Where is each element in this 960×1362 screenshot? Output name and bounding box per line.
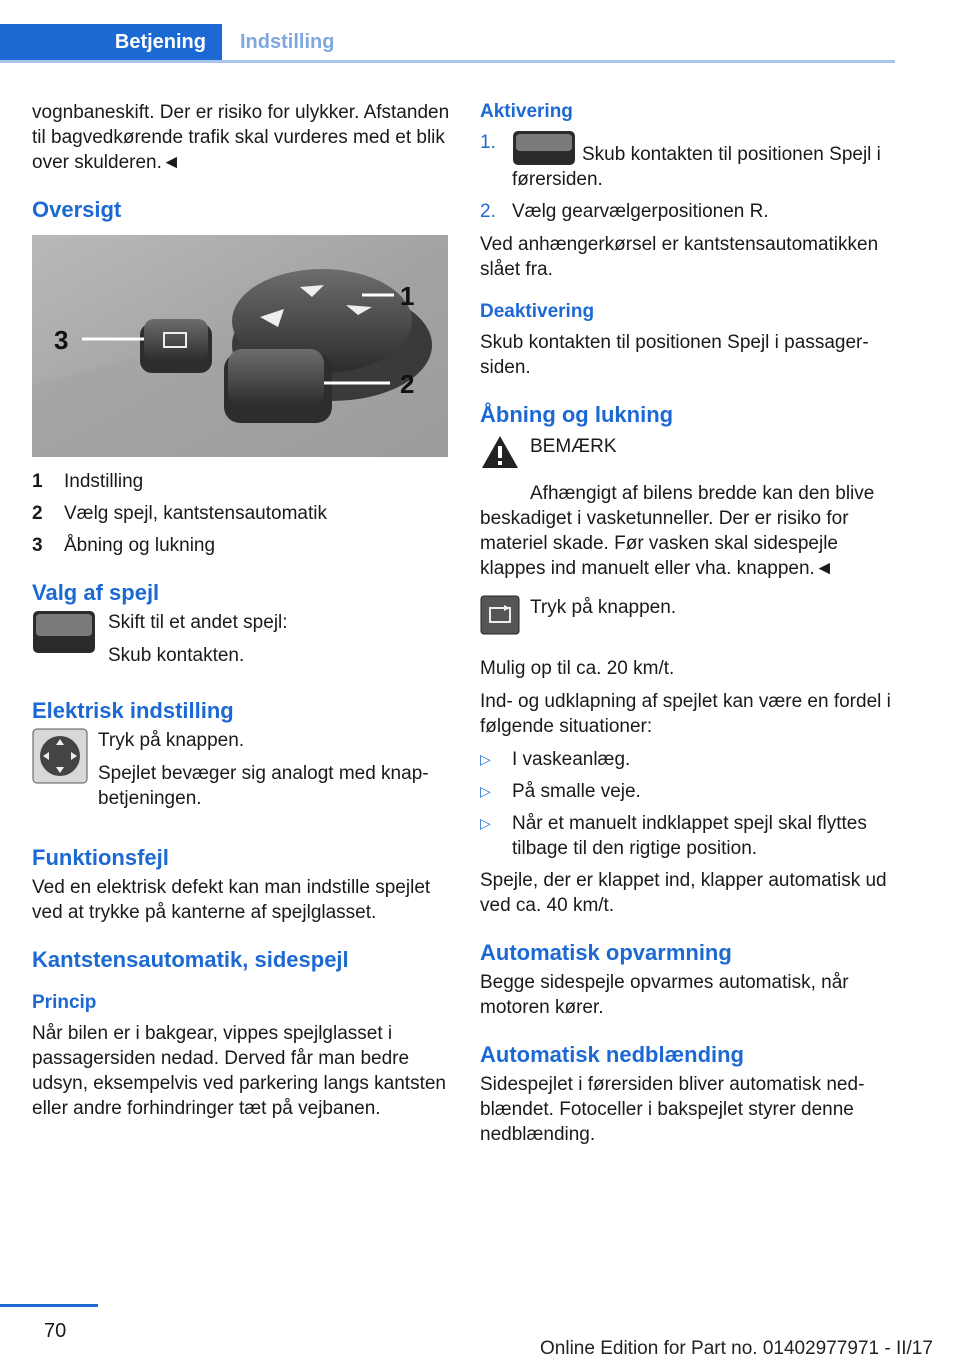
heading-funktionsfejl: Funktionsfejl [32,845,169,870]
mirror-control-photo [32,235,448,457]
callout-list [32,469,450,558]
header-divider [0,60,895,63]
list-item: ▷ På smalle veje. [480,781,641,802]
edition-text: Online Edition for Part no. 01402977971 - II/17 [540,1338,933,1359]
list-item: 2. Vælg gearvælgerpositionen R. [480,201,769,222]
photo-label-2: 2 [400,369,415,399]
heading-kantstensautomatik: Kantstensautomatik, sidespejl [32,947,349,972]
warning-icon [480,434,520,477]
list-item: 1. Skub kontakten til positionen Spejl i førersiden. [480,132,881,190]
tryk-block: Tryk på knappen. [480,595,898,642]
photo-label-3: 3 [54,325,69,355]
intro-text: vognbaneskift. Der er risiko for ulykker. Afstanden til bagvedkørende trafik skal vurderes med et blik over skulderen.◄ [32,102,450,173]
ind-text: Ind- og udklapning af spejlet kan være en fordel i følgende situationer: [480,691,891,737]
anhaenger-text: Ved anhængerkørsel er kantstensautomatikken slået fra. [480,234,879,280]
page-number: 70 [44,1320,67,1342]
joystick-icon [32,728,88,791]
step-list [480,130,898,224]
deaktivering-text: Skub kontakten til positionen Spejl i passagersiden. [480,332,869,378]
princip-text: Når bilen er i bakgear, vippes spejlglasset i passagersiden nedad. Derved får man bedre udsyn, eksempelvis ved parkering langs kantsten eller andre forhindringer tæt på vejbanen. [32,1023,447,1119]
list-item: ▷ I vaskeanlæg. [480,749,631,770]
heading-valg-af-spejl: Valg af spejl [32,580,160,605]
list-item: 2 Vælg spejl, kantstensautomatik [32,503,327,524]
heading-oversigt: Oversigt [32,197,122,222]
list-item: 3 Åbning og lukning [32,535,216,556]
heading-elektrisk-indstilling: Elektrisk indstilling [32,698,234,723]
funktion-text: Ved en elektrisk defekt kan man indstille spejlet ved at trykke på kanterne af spejlglasset. [32,877,431,923]
fold-mirror-button-icon [480,595,520,642]
nedblaend-text: Sidespejlet i førersiden bliver automatisk nedblændet. Fotoceller i bakspejlet styrer denne nedblænding. [480,1074,865,1145]
heading-automatisk-nedblaending: Automatisk nedblænding [480,1042,744,1067]
note-block [480,434,898,477]
tab-indstilling[interactable]: Indstilling [240,30,335,53]
mirror-switch-icon [32,610,96,661]
note-title: BEMÆRK [530,436,617,457]
triangle-bullet-icon: ▷ [480,751,491,767]
heading-deaktivering: Deaktivering [480,301,595,322]
list-item: ▷ Når et manuelt indklappet spejl skal flyttes tilbage til den rigtige position. [480,813,867,859]
spejle-text: Spejle, der er klappet ind, klapper automatisk ud ved ca. 40 km/t. [480,870,887,916]
heading-princip: Princip [32,992,97,1013]
valg-block: Skift til et andet spejl: Skub kontakten. [32,610,450,676]
opvarm-text: Begge sidespejle opvarmes automatisk, når motoren kører. [480,972,849,1018]
triangle-bullet-icon: ▷ [480,815,491,831]
note-text: Afhængigt af bilens bredde kan den blive beskadiget i vasketunneller. Der er risiko for materiel skade. Før vasken skal sidespejle klappes ind manuelt eller vha. knappen.◄ [480,483,875,579]
list-item: 1 Indstilling [32,471,144,492]
mulig-text: Mulig op til ca. 20 km/t. [480,658,675,679]
mirror-switch-icon [512,130,576,166]
header-bar [0,0,895,62]
heading-aabning-og-lukning: Åbning og lukning [480,402,674,427]
heading-aktivering: Aktivering [480,101,573,122]
elektrisk-block: Tryk på knappen. Spejlet bevæger sig analogt med knapbetjeningen. [32,728,450,819]
photo-label-1: 1 [400,281,415,311]
triangle-bullet-icon: ▷ [480,783,491,799]
tab-betjening[interactable]: Betjening [0,24,222,60]
left-column [32,100,450,1129]
right-column [480,100,898,1155]
situation-list [480,747,898,861]
footer-divider [0,1304,98,1307]
heading-automatisk-opvarmning: Automatisk opvarmning [480,940,732,965]
